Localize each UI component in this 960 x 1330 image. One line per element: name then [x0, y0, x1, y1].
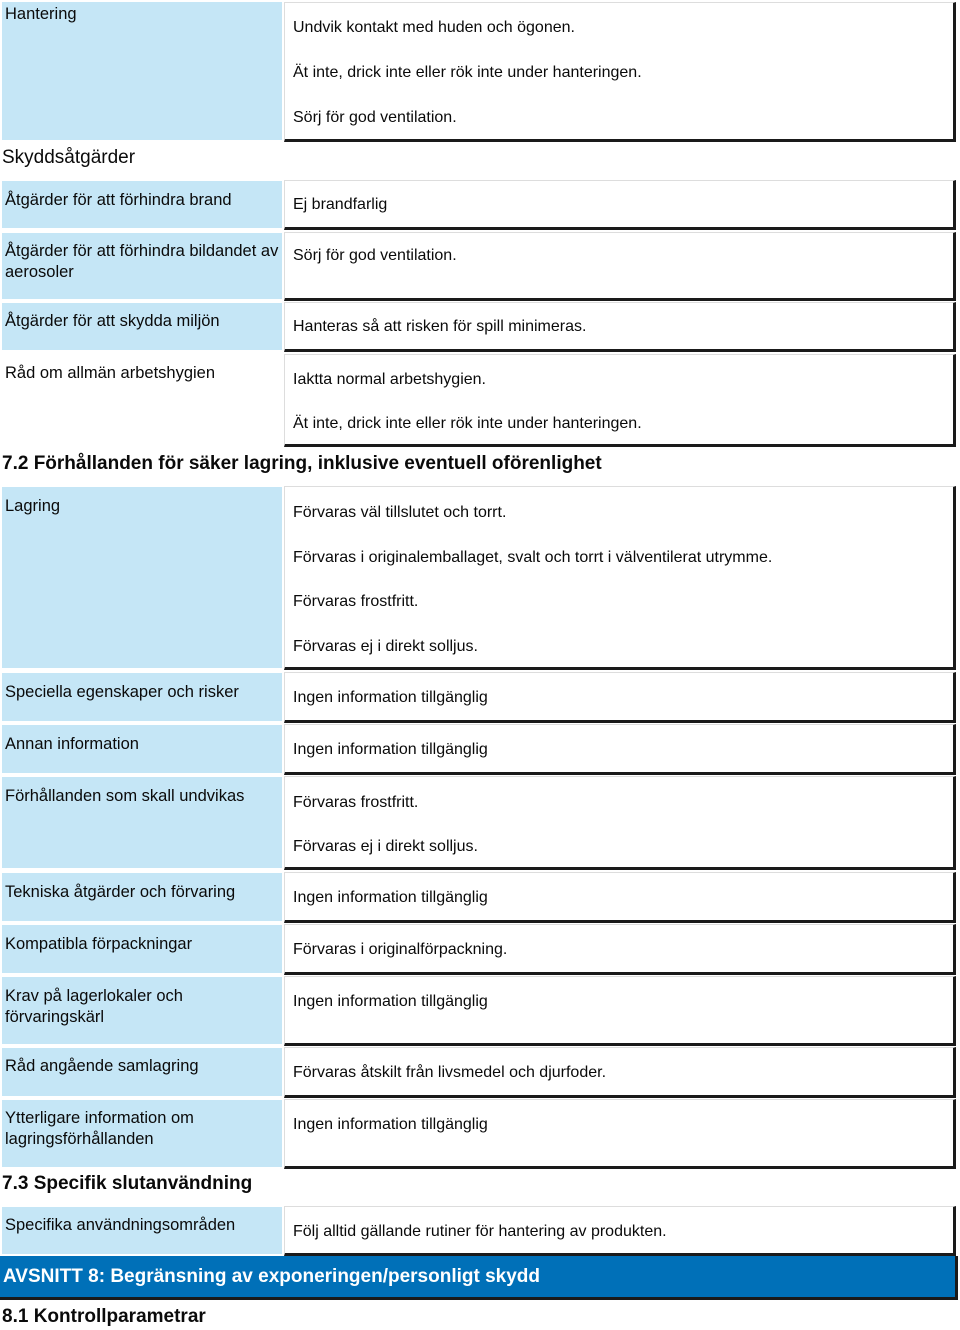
- speciella-value: [284, 672, 956, 723]
- brand-value-text: Ej brandfarlig: [293, 196, 388, 213]
- annan-label: Annan information: [2, 725, 282, 773]
- lagring-line-4: Förvaras ej i direkt solljus.: [293, 638, 478, 655]
- specifika-value-text: Följ alltid gällande rutiner för hantering av produkten.: [293, 1223, 667, 1240]
- annan-value: [284, 724, 956, 775]
- samlagring-label: Råd angående samlagring: [2, 1048, 282, 1096]
- section-7-3-heading: 7.3 Specifik slutanvändning: [2, 1173, 253, 1194]
- miljo-value: [284, 302, 956, 352]
- krav-value-text: Ingen information tillgänglig: [293, 993, 488, 1010]
- aerosoler-label: Åtgärder för att förhindra bildandet av aerosoler: [2, 233, 282, 299]
- undvikas-line-1: Förvaras frostfritt.: [293, 794, 419, 811]
- undvikas-value: [284, 776, 956, 870]
- kompatibla-value-text: Förvaras i originalförpackning.: [293, 941, 508, 958]
- brand-value: [284, 180, 956, 230]
- tekniska-value: [284, 872, 956, 923]
- skyddsatgarder-heading: Skyddsåtgärder: [2, 147, 136, 168]
- section-8-1-heading: 8.1 Kontrollparametrar: [2, 1306, 206, 1327]
- undvikas-label: Förhållanden som skall undvikas: [2, 777, 282, 868]
- miljo-label: Åtgärder för att skydda miljön: [2, 303, 282, 350]
- section-8-bar: [0, 1256, 958, 1300]
- lagring-value: [284, 486, 956, 670]
- hantering-line-1: Undvik kontakt med huden och ögonen.: [293, 19, 575, 36]
- samlagring-value-text: Förvaras åtskilt från livsmedel och djurfoder.: [293, 1064, 607, 1081]
- kompatibla-label: Kompatibla förpackningar: [2, 925, 282, 973]
- speciella-label: Speciella egenskaper och risker: [2, 673, 282, 721]
- hantering-value: [284, 2, 956, 142]
- lagring-line-1: Förvaras väl tillslutet och torrt.: [293, 504, 507, 521]
- section-7-2-heading: 7.2 Förhållanden för säker lagring, inklusive eventuell oförenlighet: [2, 453, 602, 474]
- hantering-line-3: Sörj för god ventilation.: [293, 109, 457, 126]
- ytterligare-label: Ytterligare information om lagringsförhållanden: [2, 1100, 282, 1167]
- arbetshygien-value: [284, 354, 956, 447]
- tekniska-label: Tekniska åtgärder och förvaring: [2, 873, 282, 921]
- undvikas-line-2: Förvaras ej i direkt solljus.: [293, 838, 478, 855]
- kompatibla-value: [284, 924, 956, 975]
- section-8-title: AVSNITT 8: Begränsning av exponeringen/personligt skydd: [3, 1266, 541, 1287]
- brand-label: Åtgärder för att förhindra brand: [2, 181, 282, 228]
- krav-label: Krav på lagerlokaler och förvaringskärl: [2, 977, 282, 1044]
- specifika-value: [284, 1206, 956, 1256]
- miljo-value-text: Hanteras så att risken för spill minimeras.: [293, 318, 587, 335]
- annan-value-text: Ingen information tillgänglig: [293, 741, 488, 758]
- ytterligare-value-text: Ingen information tillgänglig: [293, 1116, 488, 1133]
- arbetshygien-line-1: Iaktta normal arbetshygien.: [293, 371, 486, 388]
- specifika-label: Specifika användningsområden: [2, 1207, 282, 1254]
- hantering-label: Hantering: [2, 2, 282, 140]
- ytterligare-value: [284, 1099, 956, 1169]
- aerosoler-value-text: Sörj för god ventilation.: [293, 247, 457, 264]
- tekniska-value-text: Ingen information tillgänglig: [293, 889, 488, 906]
- speciella-value-text: Ingen information tillgänglig: [293, 689, 488, 706]
- arbetshygien-label: Råd om allmän arbetshygien: [2, 355, 282, 445]
- hantering-line-2: Ät inte, drick inte eller rök inte under hanteringen.: [293, 64, 642, 81]
- lagring-line-3: Förvaras frostfritt.: [293, 593, 419, 610]
- krav-value: [284, 976, 956, 1046]
- aerosoler-value: [284, 232, 956, 301]
- samlagring-value: [284, 1047, 956, 1098]
- arbetshygien-line-2: Ät inte, drick inte eller rök inte under hanteringen.: [293, 415, 642, 432]
- lagring-label: Lagring: [2, 487, 282, 668]
- lagring-line-2: Förvaras i originalemballaget, svalt och torrt i välventilerat utrymme.: [293, 549, 773, 566]
